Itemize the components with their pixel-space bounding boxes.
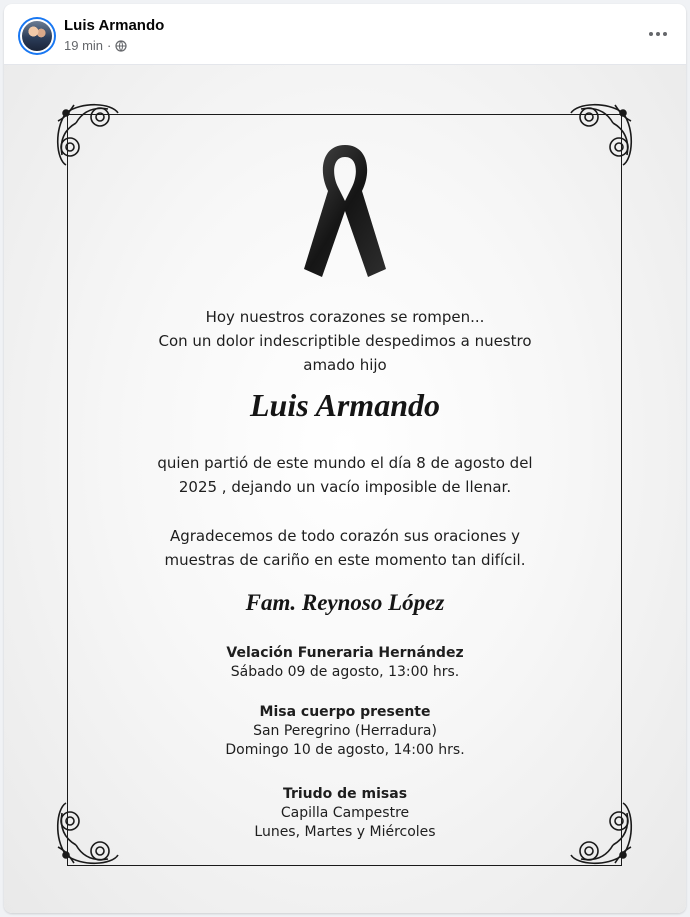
corner-ornament-icon [52,799,122,869]
event-mass [124,703,566,760]
author-name[interactable]: Luis Armando [64,17,165,34]
more-dot [656,32,660,36]
avatar-photo [20,19,54,53]
post-meta [64,38,127,53]
globe-icon[interactable] [115,40,127,52]
post-header [4,4,686,64]
event-line: Domingo 10 de agosto, 14:00 hrs. [225,742,465,758]
more-dot [649,32,653,36]
post-time[interactable]: 19 min [64,38,104,53]
more-dot [663,32,667,36]
thanks-line: Agradecemos de todo corazón sus oraciones y [169,527,521,545]
corner-ornament-icon [567,99,637,169]
passing-line: quien partió de este mundo el día 8 de agosto del [157,454,533,472]
author-avatar[interactable] [18,17,56,55]
intro-text [124,305,566,377]
mourning-ribbon-icon [300,141,390,281]
event-line: Capilla Campestre [280,805,410,821]
event-line: Sábado 09 de agosto, 13:00 hrs. [230,664,460,680]
thanks-text [124,524,566,572]
corner-ornament-icon [52,99,122,169]
intro-line: amado hijo [303,356,387,374]
post-image[interactable] [4,64,686,913]
event-line: Lunes, Martes y Miércoles [254,824,436,840]
event-line: San Peregrino (Herradura) [253,723,437,739]
family-signature: Fam. Reynoso López [245,590,445,615]
passing-line: 2025 , dejando un vacío imposible de llenar. [178,478,512,496]
event-title: Misa cuerpo presente [259,704,431,720]
post-card [4,4,686,913]
deceased-name: Luis Armando [250,387,440,423]
meta-separator: · [107,38,112,53]
passing-text [124,451,566,499]
corner-ornament-icon [567,799,637,869]
event-title: Triudo de misas [282,786,408,802]
intro-line: Hoy nuestros corazones se rompen... [205,308,485,326]
event-masses [124,785,566,842]
event-wake [124,644,566,682]
event-title: Velación Funeraria Hernández [226,645,464,661]
intro-line: Con un dolor indescriptible despedimos a nuestro [158,332,532,350]
thanks-line: muestras de cariño en este momento tan difícil. [164,551,526,569]
more-options-button[interactable] [642,20,674,48]
